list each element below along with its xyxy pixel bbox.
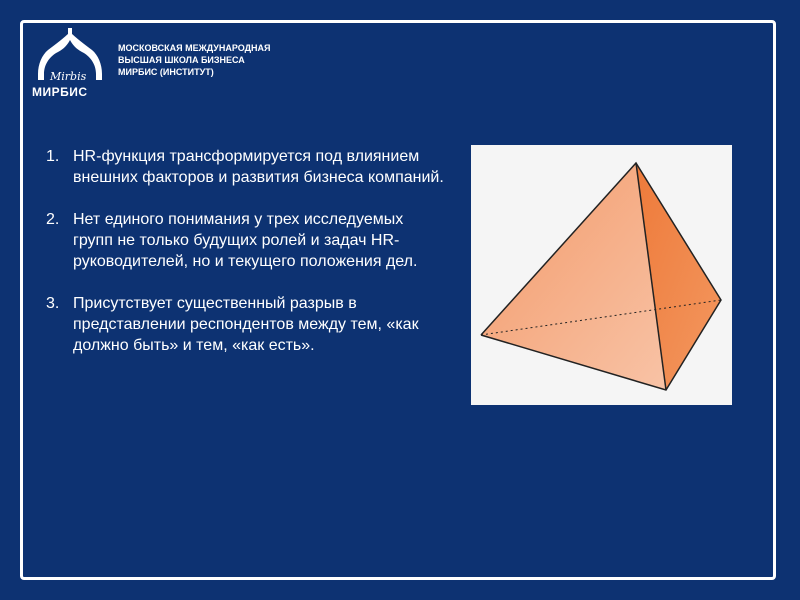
list-item-text: HR-функция трансформируется под влиянием внешних факторов и развития бизнеса компаний. xyxy=(73,148,444,186)
school-name-line-2: ВЫСШАЯ ШКОЛА БИЗНЕСА xyxy=(118,55,245,65)
list-item-number: 3. xyxy=(46,295,60,312)
logo-script-text: Mirbis xyxy=(50,70,87,83)
list-item-text: Присутствует существенный разрыв в представлении респондентов между тем, «как должно быть» и тем, «как есть». xyxy=(73,295,419,354)
list-item-text: Нет единого понимания у трех исследуемых групп не только будущих ролей и задач HR-руководителей, но и текущего положения дел. xyxy=(73,211,418,270)
list-item xyxy=(46,209,446,272)
tetrahedron-icon xyxy=(471,145,732,405)
list-item-number: 1. xyxy=(46,148,60,165)
list-item-number: 2. xyxy=(46,211,60,228)
list-item xyxy=(46,146,446,188)
logo-wordmark: МИРБИС xyxy=(32,85,88,99)
conclusions-list xyxy=(46,146,446,377)
list-item xyxy=(46,293,446,356)
school-name-line-3: МИРБИС (ИНСТИТУТ) xyxy=(118,67,214,77)
school-name xyxy=(118,42,271,78)
school-name-line-1: МОСКОВСКАЯ МЕЖДУНАРОДНАЯ xyxy=(118,43,271,53)
tetrahedron-image xyxy=(471,145,732,405)
